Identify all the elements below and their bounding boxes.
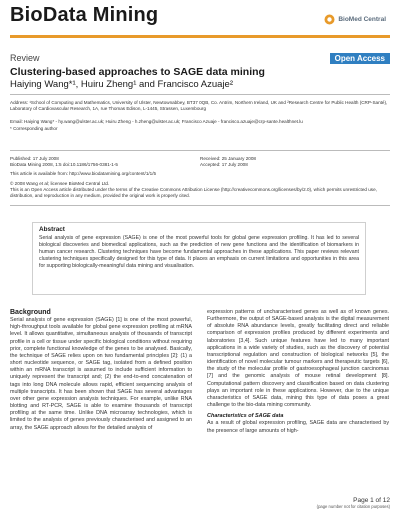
subsection-heading: Characteristics of SAGE data <box>207 413 284 420</box>
divider <box>10 94 390 95</box>
page-number-note: (page number not for citation purposes) <box>316 504 390 509</box>
body-paragraph: expression patterns of uncharacterised genes as well as of known genes. Furthermore, the output of SAGE-based analysis is the digital measurement of absolute RNA abundance levels, greatly facilitating direct and reliable comparison of expression profiles produced by different experiments and laboratories [3,4]. Such unique features have led to many important applications in a wide variety of studies, such as the discovery of potential transcriptional regulation and construction of biological networks [5], the identification of novel molecular tumour markers and therapeutic targets [6], the study of the molecular profile of gastroesophageal junction carcinomas [7] and the genomic analysis of mouse retinal development [8]. Computational pattern discovery and classification based on data clustering plays an important role in these applications. However, due to the unique characteristics of SAGE data, mining this type of data poses a great challenge to the bio-data mining community. <box>207 309 389 409</box>
open-access-badge: Open Access <box>330 53 390 64</box>
publisher-name: BioMed Central <box>338 16 386 23</box>
copyright-line: © 2008 Wang et al; licensee BioMed Central Ltd. <box>10 181 110 186</box>
abstract-text: Serial analysis of gene expression (SAGE) is one of the most powerful tools for global gene expression profiling. It has led to several biological discoveries and biomedical applications, such as the prediction of new gene functions and the identification of biomarkers in human cancer research. Clustering techniques have become fundamental approaches in these applications. This paper reviews relevant clustering techniques specifically designed for this type of data. It places an emphasis on current limitations and opportunities in this area for supporting biologically-meaningful data mining and visualisation. <box>39 235 359 269</box>
divider <box>10 150 390 151</box>
divider <box>10 205 390 206</box>
abstract-heading: Abstract <box>39 226 65 233</box>
page-footer <box>317 497 390 509</box>
article-type: Review <box>10 53 40 63</box>
license-text: This is an Open Access article distributed under the terms of the Creative Commons Attribution License (http://creativecommons.org/licenses/by/2.0), which permits unrestricted use, distribution, and reproduction in any medium, provided the original work is properly cited. <box>10 187 377 198</box>
citation: BioData Mining 2008, 1:5 doi:10.1186/1756-0381-1-5 <box>10 162 118 168</box>
corresponding-author-note: * Corresponding author <box>10 126 58 131</box>
body-paragraph: As a result of global expression profiling, SAGE data are characterised by the presence of large amounts of high- <box>207 420 389 434</box>
publisher-logo <box>324 14 386 25</box>
published-date: Published: 17 July 2008 <box>10 156 59 161</box>
affiliations: Address: ¹School of Computing and Mathematics, University of Ulster, Newtownabbey, BT37 0QB, Co. Antrim, Northern Ireland, UK and ²Research Centre for Public Health (CRP-Santé), Laboratory of Cardiovascular Research, 1A, rue Thomas Edison, L-1445, Strassen, Luxembourg <box>10 100 388 111</box>
journal-header <box>10 4 390 32</box>
publication-info <box>10 156 118 169</box>
article-link[interactable]: This article is available from: http://www.biodatamining.org/content/1/1/5 <box>10 171 157 176</box>
author-list: Haiying Wang*¹, Huiru Zheng¹ and Francisco Azuaje² <box>10 79 233 90</box>
journal-title: BioData Mining <box>10 4 159 26</box>
page-number: Page 1 of 12 <box>353 497 390 504</box>
author-emails: Email: Haiying Wang* - hy.wang@ulster.ac.uk; Huiru Zheng - h.zheng@ulster.ac.uk; Francisco Azuaje - francisco.azuaje@crp-sante.healthnet.lu <box>10 119 303 124</box>
review-dates <box>200 156 256 169</box>
received-date: Received: 25 January 2008 <box>200 156 256 161</box>
body-paragraph: Serial analysis of gene expression (SAGE) [1] is one of the most powerful, high-throughput tools available for global gene expression profiling at mRNA level. It allows quantitative, simultaneous analysis of thousands of transcript profile in a cell or tissue under specific biological conditions without requiring prior, complete functional knowledge of the genes to be analysed. Basically, the technique of SAGE relies upon on two fundamental principles [2]: (1) a short nucleotide sequence, or SAGE tag, isolated from a defined position within an mRNA transcript is assumed to include sufficient information to uniquely represent the transcript and; (2) the end-to-end concatenation of tags into long DNA molecule allows rapid, efficient sequencing analysis of multiple transcripts. It has been shown that SAGE has several advantages over other gene expression analysis techniques. For example, unlike RNA blotting and RT-PCR, SAGE is able to examine thousands of transcript profiling at the same time. Unlike DNA microarray technologies, which is limited to the analysis of genes previously characterised and assigned to an array, the SAGE approach allows for the detailed analysis of <box>10 317 192 431</box>
abstract-box <box>32 222 366 295</box>
copyright-notice <box>10 181 390 199</box>
background-heading: Background <box>10 309 51 316</box>
header-rule <box>10 35 390 38</box>
body-column-left <box>10 309 192 432</box>
body-column-right <box>207 309 389 435</box>
article-title: Clustering-based approaches to SAGE data mining <box>10 66 265 78</box>
accepted-date: Accepted: 17 July 2008 <box>200 162 248 168</box>
biomed-central-logo-icon <box>324 14 335 25</box>
